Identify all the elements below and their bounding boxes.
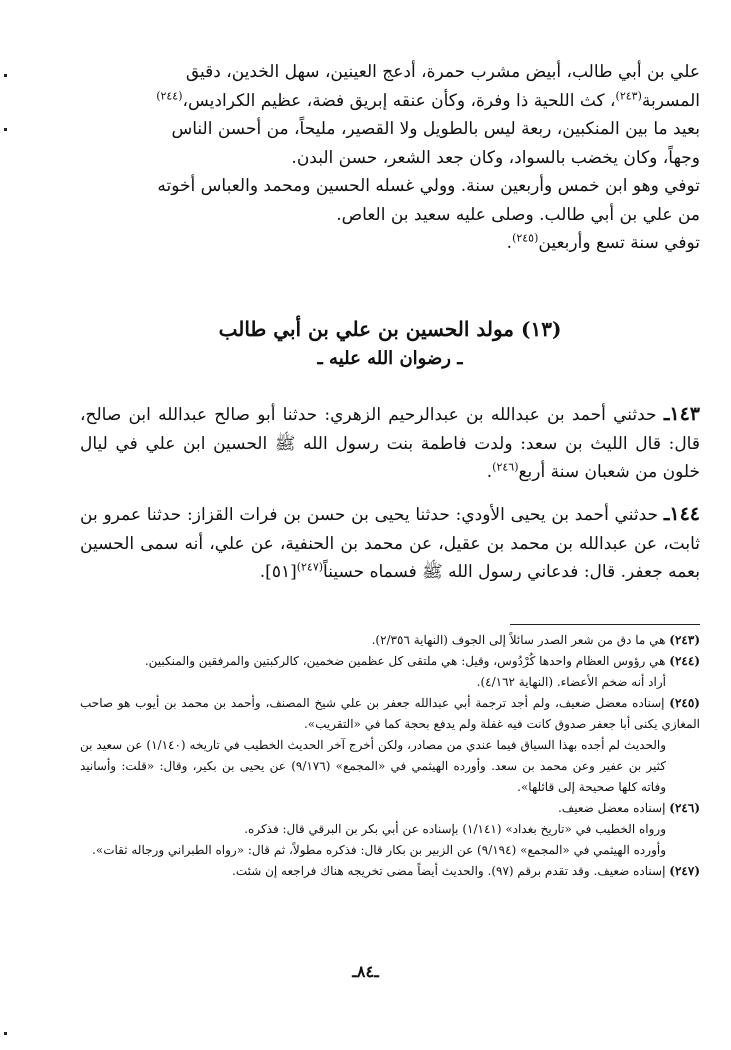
hadith-number: ١٤٣ـ bbox=[663, 403, 701, 425]
hadith-text: حدثني أحمد بن عبدالله بن عبدالرحيم الزهري: حدثنا أبو صالح عبدالله ابن صالح، قال: قال الليث بن سعد: ولدت فاطمة بنت رسول الله ﷺ الحسين ابن علي في ليال خلون من شعبان سنة أربع bbox=[80, 405, 700, 482]
chapter-subtitle: ـ رضوان الله عليه ـ bbox=[317, 348, 463, 369]
footnote-number: (٢٤٦) bbox=[669, 801, 700, 815]
footnote-text: إسناده معضل ضعيف. bbox=[557, 801, 666, 815]
footnote-text: إسناده معضل ضعيف، ولم أجد ترجمة أبي عبدالله جعفر بن علي شيخ المصنف، وأحمد بن محمد بن أيوب هو صاحب المغازي يكنى أبا جعفر صدوق كانت فيه غفلة ولم يدفع بحجة كما في «التقريب». bbox=[80, 696, 700, 731]
page-number: ـ٨٤ـ bbox=[352, 962, 379, 981]
footnotes bbox=[80, 630, 700, 882]
death-year-text: توفي سنة تسع وأربعين bbox=[538, 233, 700, 253]
footnote-number: (٢٤٤) bbox=[669, 654, 700, 668]
footnote-ref-244[interactable]: (٢٤٤) bbox=[156, 88, 183, 102]
hadith-144 bbox=[80, 500, 700, 587]
footnote-ref-243[interactable]: (٢٤٣) bbox=[615, 88, 642, 102]
footnote-number: (٢٤٣) bbox=[669, 633, 700, 647]
footnote-ref-245[interactable]: (٢٤٥) bbox=[512, 231, 539, 245]
intro-line: علي بن أبي طالب، أبيض مشرب حمرة، أدعج العينين، سهل الخدين، دقيق bbox=[185, 62, 700, 82]
footnote-244 bbox=[80, 651, 700, 672]
scan-edge-mark bbox=[4, 128, 7, 131]
hadith-bracket-number: [٥١]. bbox=[259, 562, 297, 582]
footnote-number: (٢٤٧) bbox=[669, 864, 700, 878]
footnote-245 bbox=[80, 693, 700, 735]
death-line: توفي وهو ابن خمس وأربعين سنة. وولي غسله الحسين ومحمد والعباس أخوته bbox=[157, 176, 700, 196]
hadith-number: ١٤٤ـ bbox=[663, 503, 701, 525]
intro-line: وجهاً، وكان يخضب بالسواد، وكان جعد الشعر، حسن البدن. bbox=[291, 147, 700, 168]
hadith-143: ١٤٣ـ حدثني أحمد بن عبدالله بن عبدالرحيم الزهري: حدثنا أبو صالح عبدالله ابن صالح، قال: قال الليث بن سعد: ولدت فاطمة بنت رسول الله ﷺ الحسين ابن علي في ليال خلون من شعبان سنة أربع$^{(٢٤٦)}$. bbox=[80, 403, 701, 482]
footnote-243 bbox=[80, 630, 700, 651]
scan-edge-mark bbox=[4, 74, 7, 77]
footnote-246 bbox=[80, 798, 700, 819]
footnote-text: إسناده ضعيف. وقد تقدم برقم (٩٧). والحديث أيضاً مضى تخريجه هناك فراجعه إن شئت. bbox=[232, 864, 666, 878]
footnote-number: (٢٤٥) bbox=[669, 696, 700, 710]
footnote-text: هي رؤوس العظام واحدها كُرْدُوس، وقيل: هي ملتقى كل عظمين ضخمين، كالركبتين والمرفقين والمنكبين. bbox=[144, 654, 666, 668]
intro-line bbox=[80, 87, 700, 116]
footnote-divider bbox=[510, 624, 700, 625]
death-line: توفي سنة تسع وأربعين$^{(٢٤٥)}$. bbox=[506, 231, 700, 253]
death-line: من علي بن أبي طالب. وصلى عليه سعيد بن العاص. bbox=[336, 204, 700, 225]
footnote-ref-247[interactable]: (٢٤٧) bbox=[296, 560, 324, 574]
footnote-continuation: وأورده الهيثمي في «المجمع» (٩/١٩٤) عن الزبير بن بكار قال: فذكره مطولاً، ثم قال: «رواه الطبراني ورجاله ثقات». bbox=[92, 843, 666, 857]
scan-edge-mark bbox=[4, 1032, 7, 1035]
footnote-text: هي ما دق من شعر الصدر سائلاً إلى الجوف (النهاية ٢/٣٥٦). bbox=[371, 633, 666, 647]
intro-paragraph bbox=[80, 58, 700, 258]
intro-line: بعيد ما بين المنكبين، ربعة ليس بالطويل ولا القصير، مليحاً، من أحسن الناس bbox=[171, 119, 700, 139]
footnote-continuation: والحديث لم أجده بهذا السياق فيما عندي من مصادر، ولكن أخرج آخر الحديث الخطيب في تاريخه (١/١٤٠) عن سعيد بن كثير بن عفير وعن محمد بن سعد. وأورده الهيثمي في «المجمع» (٩/١٧٦) عن يحيى بن بكير، وقال: «قلت: وأسانيد وفاته كلها صحيحة إلى قائلها». bbox=[80, 738, 666, 794]
hadith-text: حدثني أحمد بن يحيى الأودي: حدثنا يحيى بن حسن بن فرات القزاز: حدثنا عمرو بن ثابت، عن عبدالله بن محمد بن عقيل، عن محمد بن الحنفية، عن علي، أنه سمى الحسين بعمه جعفر. قال: فدعاني رسول الله ﷺ فسماه حسيناً bbox=[80, 505, 700, 582]
intro-text: ، كث اللحية ذا وفرة، وكأن عنقه إبريق فضة، عظيم الكراديس، bbox=[182, 90, 616, 111]
footnote-247 bbox=[80, 861, 700, 882]
chapter-title: (١٣) مولد الحسين بن علي بن أبي طالب bbox=[218, 317, 562, 341]
intro-text: المسربة bbox=[641, 90, 700, 111]
footnote-ref-246[interactable]: (٢٤٦) bbox=[492, 460, 519, 474]
footnote-continuation: أراد أنه ضخم الأعضاء. (النهاية ٤/١٦٢). bbox=[476, 675, 666, 689]
footnote-continuation: ورواه الخطيب في «تاريخ بغداد» (١/١٤١) بإسناده عن أبي بكر بن البرقي قال: فذكره. bbox=[244, 822, 666, 836]
